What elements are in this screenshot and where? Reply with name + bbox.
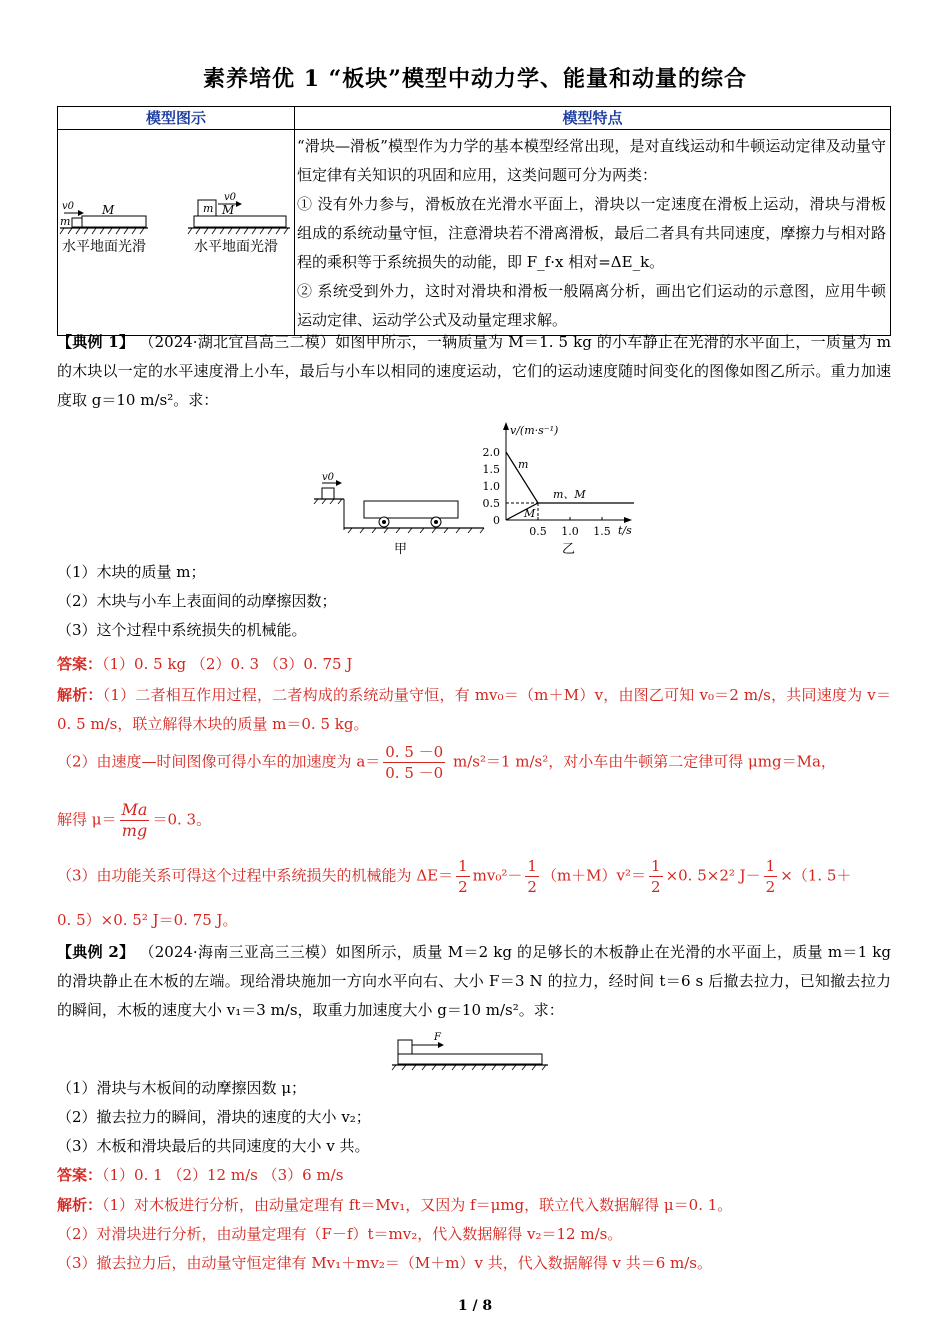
ex1-a2b-num: Ma xyxy=(121,800,148,819)
ex1-answer-label: 答案： xyxy=(57,655,103,673)
ex2-analysis-1: （1）对木板进行分析，由动量定理有 ft＝Mv₁，又因为 f＝μmg，联立代入数据解得 μ＝0. 1。 xyxy=(102,1196,733,1214)
chart-ylabel: v/(m·s⁻¹) xyxy=(510,424,559,437)
example-2-questions xyxy=(57,1074,891,1278)
fig1-board xyxy=(82,216,146,227)
series-label-M: M xyxy=(524,507,536,520)
ex1-q1: （1）木块的质量 m； xyxy=(57,563,206,581)
example-1-text: （2024·湖北宜昌高三二模）如图甲所示，一辆质量为 M＝1. 5 kg 的小车静止在光滑的水平面上，一质量为 m 的木块以一定的水平速度滑上小车，最后与小车以相同的速度运动，它们的运动速度随时间变化的图像如图乙所示。重力加速度取 g＝10 m/s²。求： xyxy=(57,333,891,409)
example-1-statement xyxy=(57,328,891,415)
x-tick-label: 0.5 xyxy=(529,525,547,538)
ex1-analysis-2b xyxy=(57,800,891,841)
x-tick-label: 1.5 xyxy=(593,525,611,538)
ex1-a3-mid3: ×0. 5×2² J－ xyxy=(665,866,761,885)
model-diagram-cell xyxy=(58,130,295,336)
y-tick-label: 0 xyxy=(493,514,500,527)
example-1-questions xyxy=(57,558,891,645)
figure-yi-chart xyxy=(483,422,635,557)
ex1-a2b-pre: 解得 μ＝ xyxy=(57,810,117,829)
fig2-v0-label: v0 xyxy=(224,192,237,203)
series-label-m: m xyxy=(518,458,529,471)
ex2-block xyxy=(398,1040,412,1054)
ex1-a2-pre: （2）由速度—时间图像可得小车的加速度为 a＝ xyxy=(57,752,381,771)
ex1-analysis-1: （1）二者相互作用过程，二者构成的系统动量守恒，有 mv₀＝（m＋M）v，由图乙可知 v₀＝2 m/s，共同速度为 v＝0. 5 m/s，联立解得木块的质量 m＝0. 5 kg。 xyxy=(57,686,891,733)
jia-block xyxy=(322,488,334,499)
model-fig-2 xyxy=(188,192,290,255)
ex2-board xyxy=(398,1054,542,1064)
ex1-a2b-post: ＝0. 3。 xyxy=(152,810,212,829)
fig1-m-label: m xyxy=(60,215,71,228)
ex1-answer: （1）0. 5 kg （2）0. 3 （3）0. 75 J xyxy=(102,655,353,673)
page-number: 1 / 8 xyxy=(457,1298,493,1314)
page-title: 素养培优 1 “板块”模型中动力学、能量和动量的综合 xyxy=(203,66,747,92)
y-tick-label: 0.5 xyxy=(482,497,500,510)
ex1-a3-mid1: mv₀²－ xyxy=(472,866,523,885)
chart-xlabel: t/s xyxy=(618,524,632,537)
ex1-a3-mid2: （m＋M）v²＝ xyxy=(541,866,647,885)
ex1-analysis-3-line2 xyxy=(57,906,891,935)
x-tick-label: 1.0 xyxy=(561,525,579,538)
fig2-board xyxy=(194,216,286,227)
y-tick-label: 2.0 xyxy=(482,446,500,459)
ex1-analysis-3 xyxy=(57,856,891,897)
fig1-M-label: M xyxy=(102,203,115,217)
example-2-text: （2024·海南三亚高三三模）如图所示，质量 M＝2 kg 的足够长的木板静止在光滑的水平面上，质量 m＝1 kg 的滑块静止在木板的左端。现给滑块施加一方向水平向右、大小 F＝3 N 的拉力，经时间 t＝6 s 后撤去拉力，已知撤去拉力的瞬间，木板的速度大小 v₁＝3 m/s，取重力加速度大小 g＝10 m/s²。求： xyxy=(57,943,891,1019)
frac-2-den: 2 xyxy=(527,878,537,896)
frac-4-num: 1 xyxy=(765,857,776,875)
feature-case-2: ② 系统受到外力，这时对滑块和滑板一般隔离分析，画出它们运动的示意图，应用牛顿运动定律、运动学公式及动量定理求解。 xyxy=(297,282,886,329)
frac-1-num: 1 xyxy=(458,857,468,875)
y-tick-label: 1.5 xyxy=(482,463,500,476)
fig2-caption: 水平地面光滑 xyxy=(194,239,278,255)
ex1-q2: （2）木块与小车上表面间的动摩擦因数； xyxy=(57,592,337,610)
y-tick-label: 1.0 xyxy=(482,480,500,493)
header-model-features: 模型特点 xyxy=(295,107,891,130)
header-model-diagram: 模型图示 xyxy=(58,107,295,130)
ex1-analysis-label: 解析： xyxy=(57,686,103,704)
ex1-a3-mid4: ×（1. 5＋ xyxy=(780,866,852,885)
ex1-analysis-2 xyxy=(57,742,891,783)
example-2-figure xyxy=(388,1030,558,1072)
ex2-analysis-2: （2）对滑块进行分析，由动量定理有（F－f）t＝mv₂，代入数据解得 v₂＝12 m/s。 xyxy=(57,1225,623,1243)
ex1-a2-den: 0. 5 －0 xyxy=(385,764,444,782)
ex1-a2-num: 0. 5 －0 xyxy=(385,743,444,761)
fig2-m-label: m xyxy=(203,202,214,215)
example-2-label: 【典例 2】 xyxy=(57,943,135,961)
frac-3-num: 1 xyxy=(651,857,661,875)
frac-3-den: 2 xyxy=(651,878,661,896)
yi-caption: 乙 xyxy=(562,542,576,557)
frac-4-den: 2 xyxy=(765,878,776,896)
jia-caption: 甲 xyxy=(394,542,408,557)
example-2-statement xyxy=(57,938,891,1025)
fig1-v0-label: v0 xyxy=(62,201,75,212)
ex2-answer: （1）0. 1 （2）12 m/s （3）6 m/s xyxy=(102,1166,344,1184)
ex2-F-label: F xyxy=(434,1032,441,1043)
ex1-a2-post: m/s²＝1 m/s²，对小车由牛顿第二定律可得 μmg＝Ma， xyxy=(448,752,836,771)
example-1-answer xyxy=(57,650,891,739)
frac-1-den: 2 xyxy=(458,878,468,896)
ex2-q2: （2）撤去拉力的瞬间，滑块的速度的大小 v₂； xyxy=(57,1108,371,1126)
series-label-mM: m、M xyxy=(553,488,586,501)
ex2-answer-label: 答案： xyxy=(57,1166,103,1184)
ex1-a3-pre: （3）由功能关系可得这个过程中系统损失的机械能为 ΔE＝ xyxy=(57,866,454,885)
figure-jia xyxy=(314,472,484,557)
ex2-analysis-3: （3）撤去拉力后，由动量守恒定律有 Mv₁＋mv₂＝（M＋m）v 共，代入数据解得 v 共＝6 m/s。 xyxy=(57,1254,712,1272)
ex1-a2b-den: mg xyxy=(121,821,148,840)
model-features-cell xyxy=(295,130,891,336)
fig1-caption: 水平地面光滑 xyxy=(62,239,146,255)
jia-v0-label: v0 xyxy=(322,472,335,483)
model-diagrams xyxy=(58,130,294,320)
ex2-q3: （3）木板和滑块最后的共同速度的大小 v 共。 xyxy=(57,1137,370,1155)
ex2-q1: （1）滑块与木板间的动摩擦因数 μ； xyxy=(57,1079,307,1097)
jia-cart xyxy=(364,501,458,518)
model-table xyxy=(57,106,891,336)
example-1-label: 【典例 1】 xyxy=(57,333,135,351)
ex2-analysis-label: 解析： xyxy=(57,1196,103,1214)
example-1-figures xyxy=(300,420,650,560)
model-fig-1 xyxy=(60,201,148,255)
feature-intro: “滑块—滑板”模型作为力学的基本模型经常出现，是对直线运动和牛顿运动定律及动量守恒定律有关知识的巩固和应用，这类问题可分为两类： xyxy=(297,137,886,184)
frac-2-num: 1 xyxy=(527,857,537,875)
ex1-a3-line2: 0. 5）×0. 5² J＝0. 75 J。 xyxy=(57,911,238,929)
ex1-q3: （3）这个过程中系统损失的机械能。 xyxy=(57,621,307,639)
fig2-M-label: M xyxy=(222,203,235,217)
feature-case-1: ① 没有外力参与，滑板放在光滑水平面上，滑块以一定速度在滑板上运动，滑块与滑板组成的系统动量守恒，注意滑块若不滑离滑板，最后二者具有共同速度，摩擦力与相对路程的乘积等于系统损失的动能，即 F_f·x 相对=ΔE_k。 xyxy=(297,195,886,271)
